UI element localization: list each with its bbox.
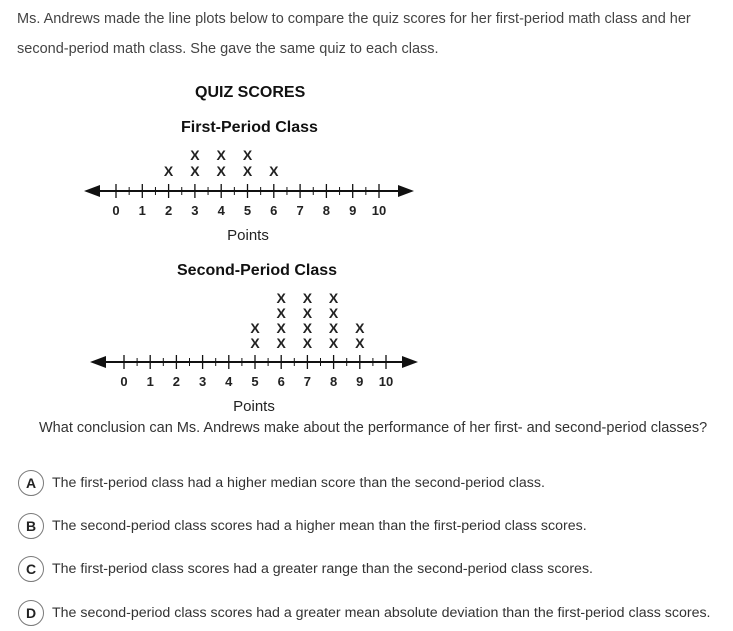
- tick-label: 7: [303, 374, 312, 389]
- tick-label: 3: [198, 374, 207, 389]
- data-mark-x: X: [302, 290, 313, 306]
- data-mark-x: X: [216, 163, 226, 179]
- tick-label: 1: [138, 203, 146, 218]
- data-mark-x: X: [276, 335, 286, 351]
- second-period-line-plot: [90, 290, 418, 415]
- choice-d-text: The second-period class scores had a greater mean absolute deviation than the first-period class scores.: [52, 605, 711, 621]
- choice-b-letter[interactable]: B: [18, 513, 44, 539]
- tick-label: 7: [296, 203, 304, 218]
- right-arrow-icon: [398, 185, 414, 197]
- tick-label: 4: [225, 374, 233, 389]
- data-mark-x: X: [276, 290, 286, 306]
- choice-d[interactable]: [18, 600, 711, 626]
- question-text: What conclusion can Ms. Andrews make about the performance of her first- and second-period classes?: [39, 420, 708, 436]
- data-mark-x: X: [163, 163, 174, 179]
- tick-label: 3: [191, 203, 199, 218]
- tick-label: 0: [120, 374, 128, 389]
- data-mark-x: X: [190, 147, 200, 163]
- tick-label: 4: [217, 203, 225, 218]
- tick-label: 10: [371, 203, 387, 218]
- choice-c-letter[interactable]: C: [18, 556, 44, 582]
- data-mark-x: X: [328, 320, 339, 336]
- data-mark-x: X: [276, 305, 286, 321]
- tick-label: 9: [356, 374, 364, 389]
- first-period-line-plot: [84, 147, 414, 244]
- data-mark-x: X: [302, 305, 313, 321]
- data-mark-x: X: [328, 335, 339, 351]
- data-mark-x: X: [302, 335, 313, 351]
- data-mark-x: X: [190, 163, 200, 179]
- data-mark-x: X: [242, 147, 253, 163]
- figure-title: QUIZ SCORES: [195, 84, 306, 101]
- intro-text: Ms. Andrews made the line plots below to compare the quiz scores for her first-period math class and her second-period math class. She gave the same quiz to each class.: [17, 11, 691, 57]
- choice-b[interactable]: [18, 513, 587, 539]
- plot2-title: Second-Period Class: [177, 262, 338, 279]
- tick-label: 5: [243, 203, 252, 218]
- tick-label: 1: [146, 374, 154, 389]
- choice-c[interactable]: [18, 556, 593, 582]
- tick-label: 0: [112, 203, 120, 218]
- data-mark-x: X: [250, 335, 260, 351]
- left-arrow-icon: [84, 185, 100, 197]
- tick-label: 5: [251, 374, 259, 389]
- choice-d-letter[interactable]: D: [18, 600, 44, 626]
- tick-label: 2: [172, 374, 181, 389]
- data-mark-x: X: [269, 163, 279, 179]
- data-mark-x: X: [242, 163, 253, 179]
- tick-label: 8: [329, 374, 338, 389]
- choice-a[interactable]: [18, 470, 545, 496]
- data-mark-x: X: [276, 320, 286, 336]
- choice-b-text: The second-period class scores had a higher mean than the first-period class scores.: [52, 518, 587, 534]
- data-mark-x: X: [355, 320, 365, 336]
- axis-label: Points: [233, 398, 275, 415]
- choice-c-text: The first-period class scores had a greater range than the second-period class scores.: [52, 561, 593, 577]
- left-arrow-icon: [90, 356, 106, 368]
- data-mark-x: X: [216, 147, 226, 163]
- data-mark-x: X: [328, 290, 339, 306]
- tick-label: 6: [270, 203, 278, 218]
- data-mark-x: X: [250, 320, 260, 336]
- tick-label: 8: [322, 203, 331, 218]
- tick-label: 6: [277, 374, 285, 389]
- tick-label: 2: [164, 203, 173, 218]
- data-mark-x: X: [328, 305, 339, 321]
- data-mark-x: X: [302, 320, 313, 336]
- choice-a-letter[interactable]: A: [18, 470, 44, 496]
- axis-label: Points: [227, 227, 269, 244]
- data-mark-x: X: [355, 335, 365, 351]
- right-arrow-icon: [402, 356, 418, 368]
- tick-label: 10: [378, 374, 394, 389]
- plot1-title: First-Period Class: [181, 119, 318, 136]
- tick-label: 9: [349, 203, 357, 218]
- choice-a-text: The first-period class had a higher median score than the second-period class.: [52, 475, 545, 491]
